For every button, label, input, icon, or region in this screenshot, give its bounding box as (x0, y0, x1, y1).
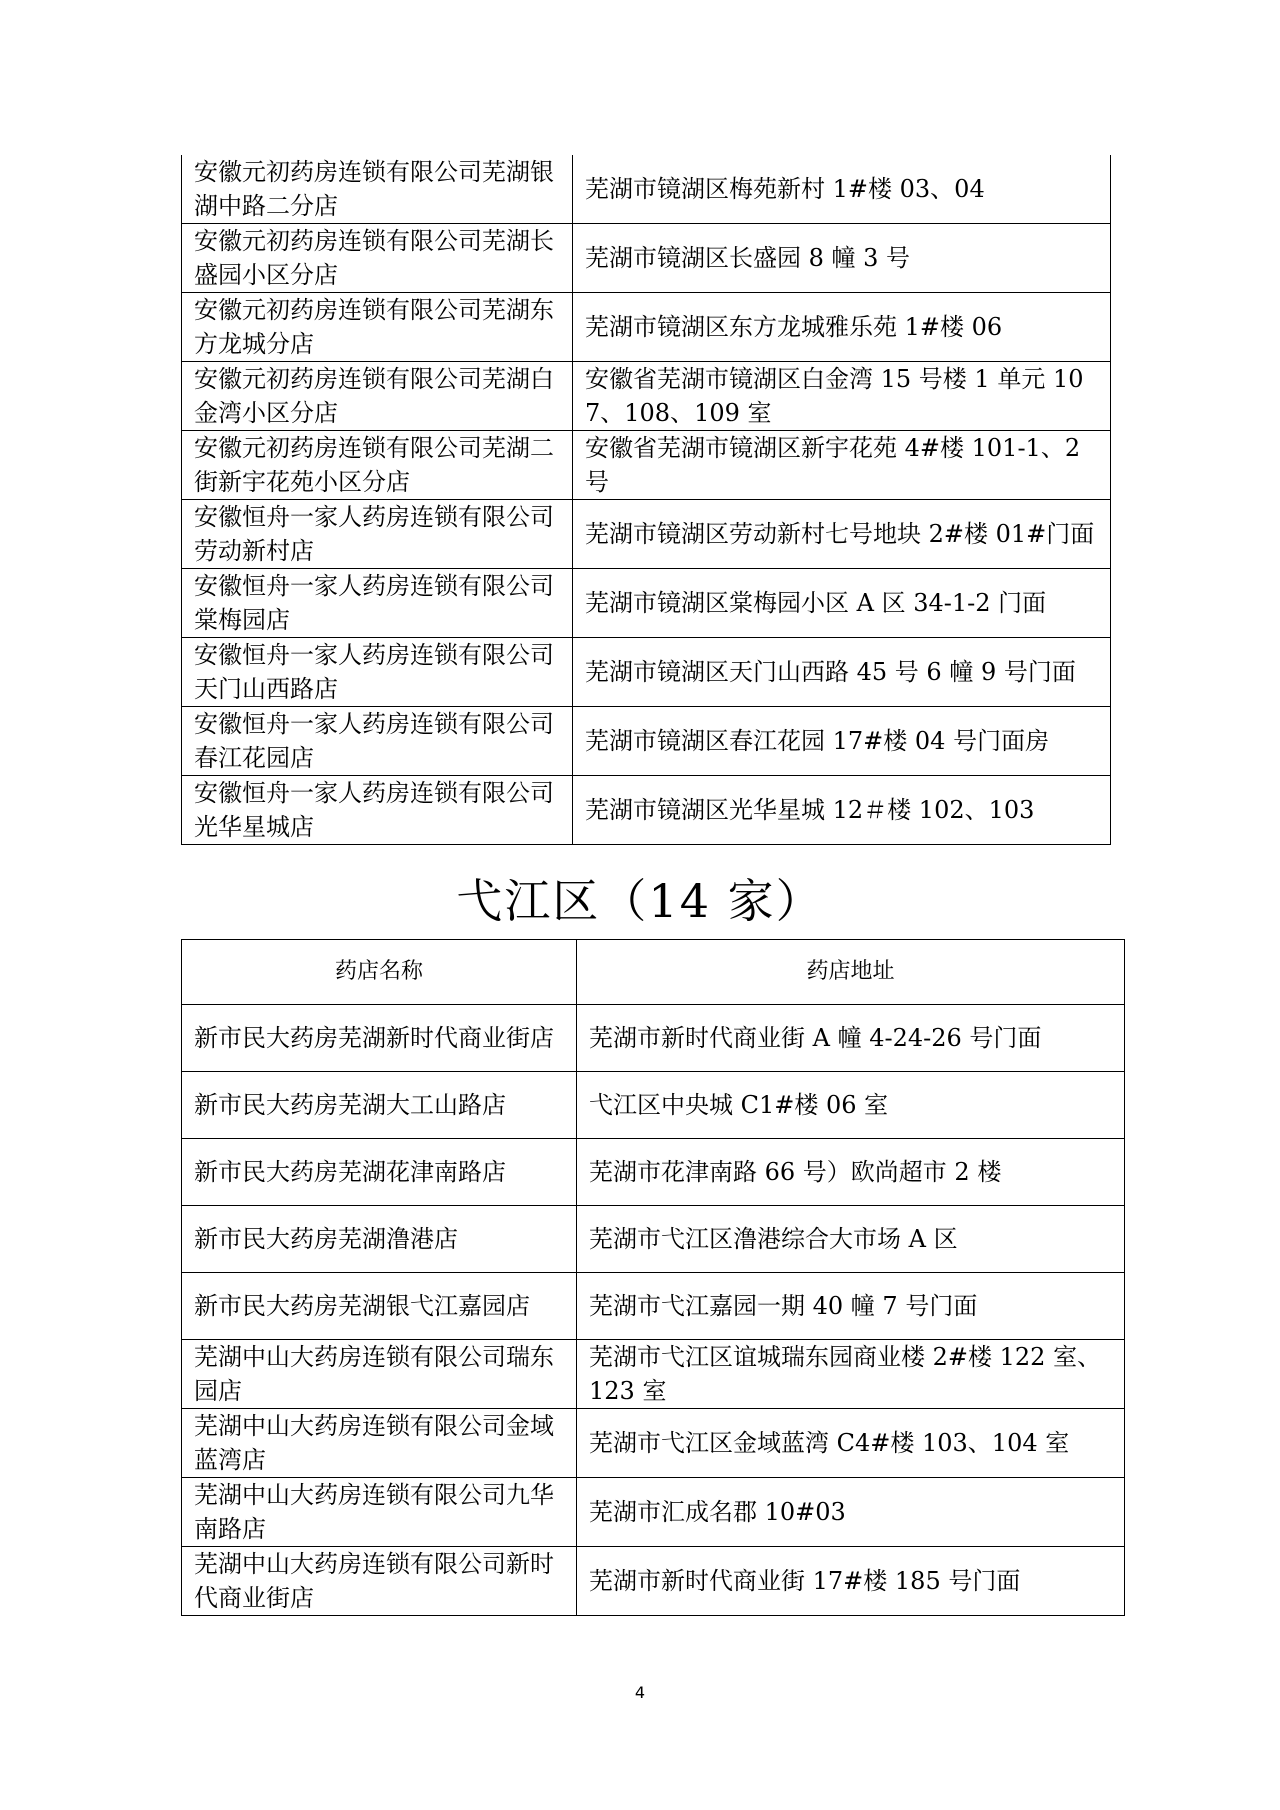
table-header-row (182, 940, 1125, 1005)
pharmacy-name: 安徽恒舟一家人药房连锁有限公司春江花园店 (182, 707, 573, 776)
section-title: 弋江区（14 家） (456, 874, 824, 928)
pharmacy-name: 安徽元初药房连锁有限公司芜湖银湖中路二分店 (182, 155, 573, 224)
pharmacy-address: 安徽省芜湖市镜湖区白金湾 15 号楼 1 单元 107、108、109 室 (573, 362, 1111, 431)
pharmacy-name: 安徽元初药房连锁有限公司芜湖二街新宇花苑小区分店 (182, 431, 573, 500)
pharmacy-address: 芜湖市新时代商业街 17#楼 185 号门面 (577, 1547, 1125, 1616)
pharmacy-name: 新市民大药房芜湖澛港店 (182, 1206, 577, 1273)
table-row (182, 500, 1111, 569)
pharmacy-name: 安徽元初药房连锁有限公司芜湖白金湾小区分店 (182, 362, 573, 431)
pharmacy-name: 新市民大药房芜湖银弋江嘉园店 (182, 1273, 577, 1340)
page-number: 4 (634, 1683, 646, 1702)
pharmacy-address: 芜湖市弋江区谊城瑞东园商业楼 2#楼 122 室、123 室 (577, 1340, 1125, 1409)
pharmacy-table-yijiang (181, 939, 1125, 1616)
table-row (182, 776, 1111, 845)
table-row (182, 431, 1111, 500)
pharmacy-address: 芜湖市镜湖区天门山西路 45 号 6 幢 9 号门面 (573, 638, 1111, 707)
pharmacy-address: 芜湖市弋江嘉园一期 40 幢 7 号门面 (577, 1273, 1125, 1340)
pharmacy-name: 芜湖中山大药房连锁有限公司瑞东园店 (182, 1340, 577, 1409)
pharmacy-name: 新市民大药房芜湖大工山路店 (182, 1072, 577, 1139)
table-row (182, 1340, 1125, 1409)
pharmacy-name: 安徽恒舟一家人药房连锁有限公司劳动新村店 (182, 500, 573, 569)
table-row (182, 1478, 1125, 1547)
pharmacy-address: 芜湖市镜湖区梅苑新村 1#楼 03、04 (573, 155, 1111, 224)
table-row (182, 638, 1111, 707)
table-row (182, 1005, 1125, 1072)
pharmacy-table-jinghu (181, 155, 1111, 845)
pharmacy-address: 弋江区中央城 C1#楼 06 室 (577, 1072, 1125, 1139)
pharmacy-name: 安徽恒舟一家人药房连锁有限公司天门山西路店 (182, 638, 573, 707)
pharmacy-name: 芜湖中山大药房连锁有限公司金域蓝湾店 (182, 1409, 577, 1478)
table-row (182, 707, 1111, 776)
pharmacy-name: 新市民大药房芜湖新时代商业街店 (182, 1005, 577, 1072)
column-header-address: 药店地址 (577, 940, 1125, 1005)
pharmacy-address: 安徽省芜湖市镜湖区新宇花苑 4#楼 101-1、2 号 (573, 431, 1111, 500)
pharmacy-address: 芜湖市弋江区澛港综合大市场 A 区 (577, 1206, 1125, 1273)
pharmacy-address: 芜湖市镜湖区东方龙城雅乐苑 1#楼 06 (573, 293, 1111, 362)
table-row (182, 224, 1111, 293)
column-header-name: 药店名称 (182, 940, 577, 1005)
pharmacy-address: 芜湖市汇成名郡 10#03 (577, 1478, 1125, 1547)
pharmacy-name: 安徽元初药房连锁有限公司芜湖东方龙城分店 (182, 293, 573, 362)
pharmacy-address: 芜湖市花津南路 66 号）欧尚超市 2 楼 (577, 1139, 1125, 1206)
pharmacy-address: 芜湖市弋江区金域蓝湾 C4#楼 103、104 室 (577, 1409, 1125, 1478)
table-row (182, 1273, 1125, 1340)
pharmacy-address: 芜湖市镜湖区光华星城 12＃楼 102、103 (573, 776, 1111, 845)
pharmacy-name: 安徽元初药房连锁有限公司芜湖长盛园小区分店 (182, 224, 573, 293)
pharmacy-name: 芜湖中山大药房连锁有限公司新时代商业街店 (182, 1547, 577, 1616)
table-row (182, 293, 1111, 362)
pharmacy-name: 安徽恒舟一家人药房连锁有限公司棠梅园店 (182, 569, 573, 638)
pharmacy-address: 芜湖市新时代商业街 A 幢 4-24-26 号门面 (577, 1005, 1125, 1072)
table-row (182, 1409, 1125, 1478)
table-row (182, 1072, 1125, 1139)
table-row (182, 1206, 1125, 1273)
table-row (182, 1139, 1125, 1206)
table-row (182, 362, 1111, 431)
pharmacy-address: 芜湖市镜湖区长盛园 8 幢 3 号 (573, 224, 1111, 293)
table-row (182, 1547, 1125, 1616)
table-row (182, 155, 1111, 224)
pharmacy-name: 安徽恒舟一家人药房连锁有限公司光华星城店 (182, 776, 573, 845)
pharmacy-address: 芜湖市镜湖区劳动新村七号地块 2#楼 01#门面 (573, 500, 1111, 569)
pharmacy-name: 芜湖中山大药房连锁有限公司九华南路店 (182, 1478, 577, 1547)
table-row (182, 569, 1111, 638)
pharmacy-address: 芜湖市镜湖区棠梅园小区 A 区 34-1-2 门面 (573, 569, 1111, 638)
pharmacy-address: 芜湖市镜湖区春江花园 17#楼 04 号门面房 (573, 707, 1111, 776)
pharmacy-name: 新市民大药房芜湖花津南路店 (182, 1139, 577, 1206)
